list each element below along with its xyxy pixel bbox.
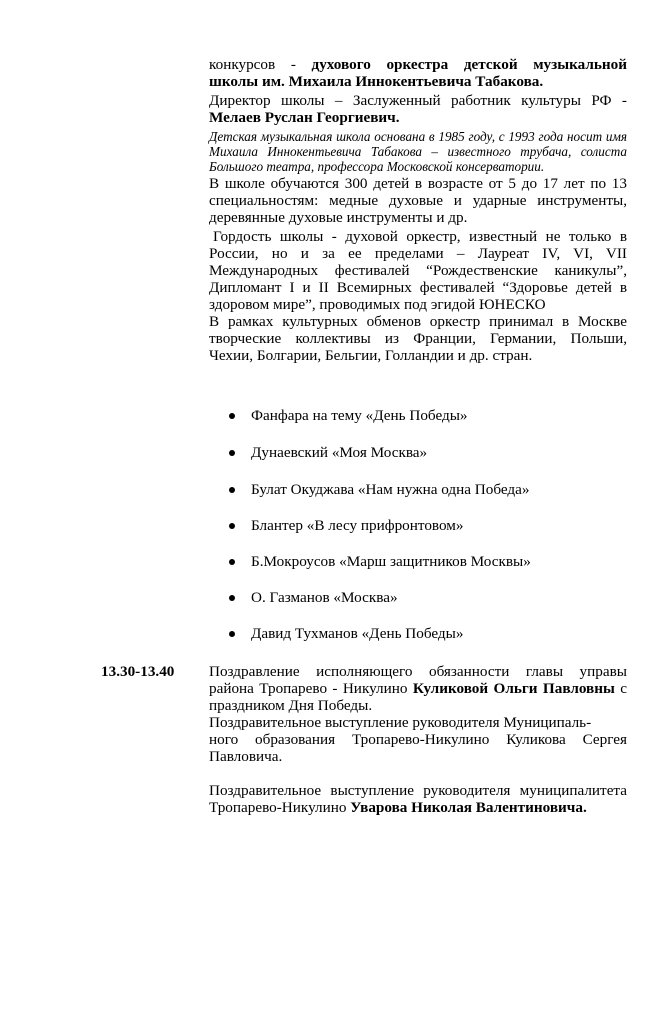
speech2-line-1: Поздравительное выступление руководителя муниципалитета (209, 782, 627, 799)
italic-note-3: Большого театра, профессора Московской консерватории. (209, 159, 545, 174)
competition-line: конкурсов - духового оркестра детской музыкальной (209, 56, 627, 73)
students-line-2: специальностям: медные духовые и ударные инструменты, (209, 192, 627, 209)
program-item: О. Газманов «Москва» (229, 589, 398, 607)
italic-note-2: Михаила Иннокентьевича Табакова – известного трубача, солиста (209, 144, 627, 159)
bullet-icon (229, 595, 235, 601)
orchestra-title: духового оркестра детской музыкальной (311, 56, 627, 73)
program-item: Булат Окуджава «Нам нужна одна Победа» (229, 481, 530, 499)
pride-line-3: Международных фестивалей “Рождественские каникулы”, (209, 262, 627, 279)
bullet-icon (229, 413, 235, 419)
speech2-line-2: Тропарево-Никулино Уварова Николая Валентиновича. (209, 799, 587, 816)
speech1-line-3: Павловича. (209, 748, 283, 765)
greeting-line-2: района Тропарево - Никулино Куликовой Ольги Павловны с (209, 680, 627, 697)
bullet-icon (229, 487, 235, 493)
exchange-line-3: Чехии, Болгарии, Бельгии, Голландии и др. стран. (209, 347, 533, 364)
students-line-1: В школе обучаются 300 детей в возрасте от 5 до 17 лет по 13 (209, 175, 627, 192)
italic-note-1: Детская музыкальная школа основана в 1985 году, с 1993 года носит имя (209, 129, 627, 144)
program-item: Давид Тухманов «День Победы» (229, 625, 463, 643)
pride-line-2: России, но и за ее пределами – Лауреат IV, VI, VII (209, 245, 627, 262)
school-description (209, 56, 627, 364)
school-name-line: школы им. Михаила Иннокентьевича Табакова. (209, 73, 544, 90)
official-name: Куликовой Ольги Павловны (412, 680, 615, 697)
pride-line-1: Гордость школы - духовой оркестр, известный не только в (213, 228, 627, 245)
director-label: Директор школы – Заслуженный работник культуры РФ - (209, 92, 627, 109)
pride-line-5: здоровом мире”, проводимых под эгидой ЮНЕСКО (209, 296, 546, 313)
program-item: Б.Мокроусов «Марш защитников Москвы» (229, 553, 531, 571)
schedule-details (209, 663, 627, 816)
speech1-line-2: ного образования Тропарево-Никулино Куликова Сергея (209, 731, 627, 748)
bullet-icon (229, 559, 235, 565)
bullet-icon (229, 450, 235, 456)
greeting-line-1: Поздравление исполняющего обязанности главы управы (209, 663, 627, 680)
program-item: Дунаевский «Моя Москва» (229, 444, 427, 462)
pride-line-4: Дипломант I и II Всемирных фестивалей “Здоровье детей в (209, 279, 627, 296)
program-item: Фанфара на тему «День Победы» (229, 407, 468, 425)
program-item: Блантер «В лесу прифронтовом» (229, 517, 464, 535)
exchange-line-1: В рамках культурных обменов оркестр принимал в Москве (209, 313, 627, 330)
greeting-line-3: праздником Дня Победы. (209, 697, 373, 714)
students-line-3: деревянные духовые инструменты и др. (209, 209, 468, 226)
bullet-icon (229, 523, 235, 529)
speech1-line-1: Поздравительное выступление руководителя Муниципаль- (209, 714, 592, 731)
director-name: Мелаев Руслан Георгиевич. (209, 109, 400, 126)
exchange-line-2: творческие коллективы из Франции, Германии, Польши, (209, 330, 627, 347)
speaker-name: Уварова Николая Валентиновича. (350, 799, 587, 816)
bullet-icon (229, 631, 235, 637)
schedule-time: 13.30-13.40 (101, 663, 175, 680)
